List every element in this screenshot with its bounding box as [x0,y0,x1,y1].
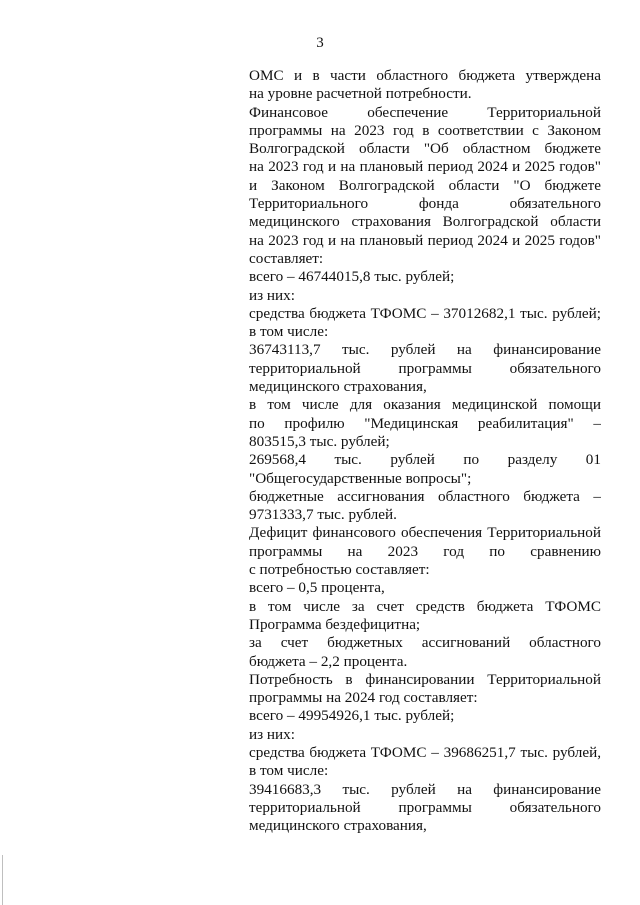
text-line: территориальной программы обязательного [249,798,601,816]
text-line: из них: [249,286,295,304]
text-line: Волгоградской области "Об областном бюджете [249,140,601,158]
text-line: Территориального фонда обязательного [249,195,601,213]
text-line: медицинского страхования Волгоградской области [249,213,601,231]
text-line: Дефицит финансового обеспечения Территориальной [249,524,601,542]
text-line: бюджета – 2,2 процента. [249,652,408,670]
page-number: 3 [316,35,324,51]
text-line: всего – 46744015,8 тыс. рублей; [249,268,455,286]
text-line: и Законом Волгоградской области "О бюджете [249,176,601,194]
text-line: на 2023 год и на плановый период 2024 и 2025 годов" [249,231,601,249]
text-line: по профилю "Медицинская реабилитация" – [249,414,601,432]
body-text [249,67,601,835]
text-line: медицинского страхования, [249,378,427,396]
text-line: "Общегосударственные вопросы"; [249,469,472,487]
text-line: на уровне расчетной потребности. [249,85,472,103]
text-line: в том числе: [249,762,329,780]
text-line: 803515,3 тыс. рублей; [249,432,390,450]
text-line: бюджетные ассигнования областного бюджета – [249,487,601,505]
text-line: Потребность в финансировании Территориальной [249,670,601,688]
text-line: средства бюджета ТФОМС – 37012682,1 тыс. рублей; [249,304,601,322]
text-line: ОМС и в части областного бюджета утверждена [249,67,601,84]
text-line: программы на 2023 год в соответствии с Законом [249,121,601,139]
text-line: Финансовое обеспечение Территориальной [249,103,601,121]
text-line: за счет бюджетных ассигнований областного [249,634,601,652]
text-line: из них: [249,725,295,743]
text-line: 39416683,3 тыс. рублей на финансирование [249,780,601,798]
text-line: программы на 2024 год составляет: [249,689,478,707]
text-line: территориальной программы обязательного [249,359,601,377]
text-line: Программа бездефицитна; [249,615,421,633]
text-line: в том числе для оказания медицинской помощи [249,396,601,414]
scan-edge-line [2,855,3,905]
text-line: в том числе: [249,323,329,341]
text-line: всего – 0,5 процента, [249,579,385,597]
text-line: 36743113,7 тыс. рублей на финансирование [249,341,601,359]
text-line: программы на 2023 год по сравнению [249,542,601,560]
text-line: с потребностью составляет: [249,561,430,579]
text-line: всего – 49954926,1 тыс. рублей; [249,707,455,725]
text-line: составляет: [249,249,324,267]
text-line: на 2023 год и на плановый период 2024 и 2025 годов" [249,158,601,176]
text-line: средства бюджета ТФОМС – 39686251,7 тыс. рублей, [249,743,601,761]
text-line: 9731333,7 тыс. рублей. [249,506,397,524]
text-line: медицинского страхования, [249,817,427,835]
text-line: 269568,4 тыс. рублей по разделу 01 [249,451,601,469]
text-line: в том числе за счет средств бюджета ТФОМС [249,597,601,615]
